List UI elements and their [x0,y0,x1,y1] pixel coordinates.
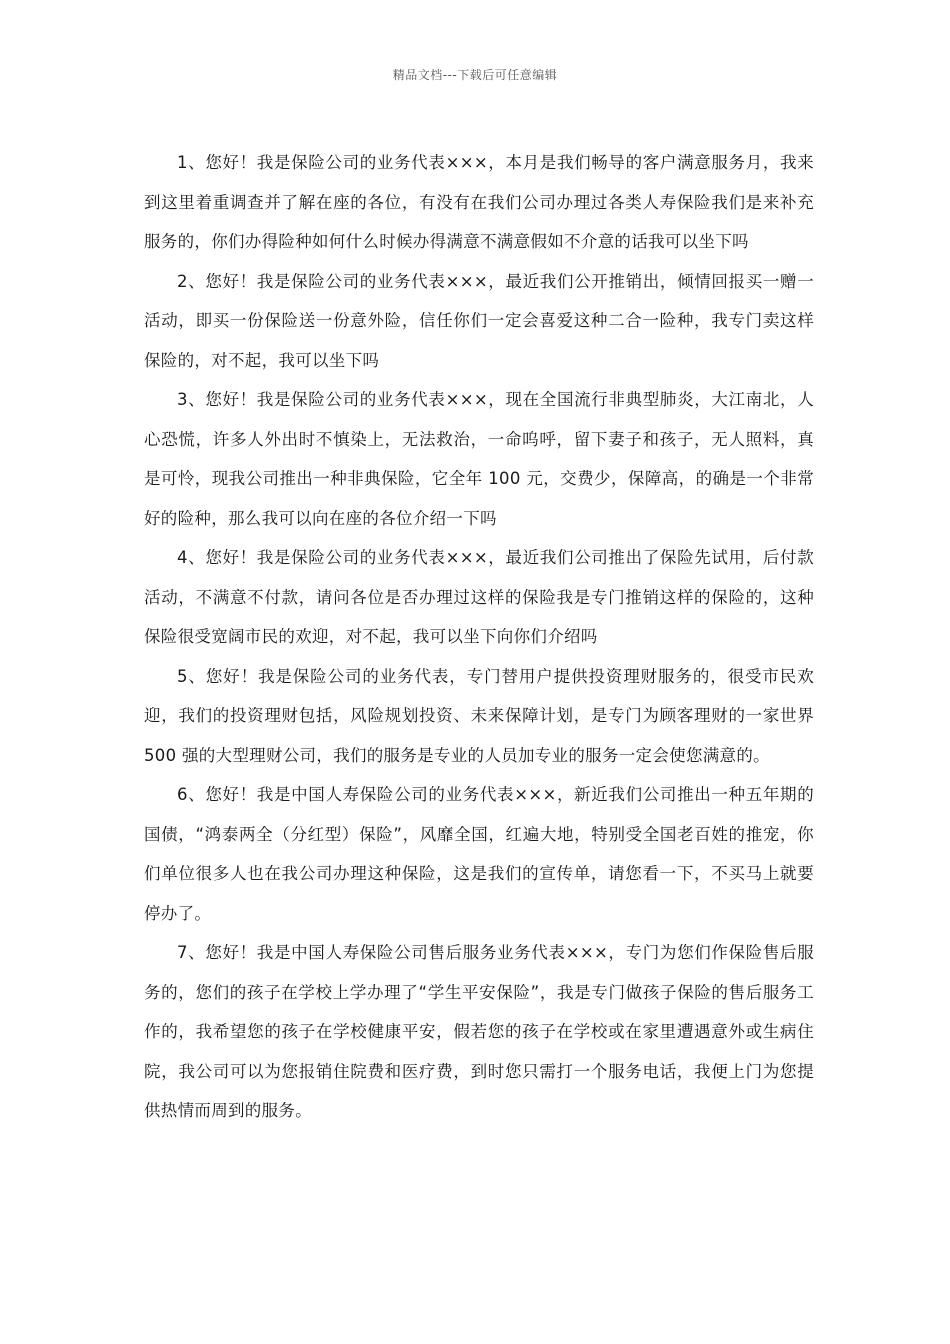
paragraph-3: 3、您好！我是保险公司的业务代表×××，现在全国流行非典型肺炎，大江南北，人心恐慌，许多人外出时不慎染上，无法救治，一命呜呼，留下妻子和孩子，无人照料，真是可怜，现我公司推出一种非典保险，它全年 100 元，交费少，保障高，的确是一个非常好的险种，那么我可以向在座的各位介绍一下吗 [144,390,814,528]
paragraph-6: 6、您好！我是中国人寿保险公司的业务代表×××，新近我们公司推出一种五年期的国债，“鸿泰两全（分红型）保险”，风靡全国，红遍大地，特别受全国老百姓的推宠，你们单位很多人也在我公司办理这种保险，这是我们的宣传单，请您看一下，不买马上就要停办了。 [144,785,814,923]
page-header: 精品文档---下载后可任意编辑 [392,68,558,82]
paragraph-2: 2、您好！我是保险公司的业务代表×××，最近我们公开推销出，倾情回报买一赠一活动，即买一份保险送一份意外险，信任你们一定会喜爱这种二合一险种，我专门卖这样保险的，对不起，我可以坐下吗 [144,271,814,370]
paragraph-5: 5、您好！我是保险公司的业务代表，专门替用户提供投资理财服务的，很受市民欢迎，我们的投资理财包括，风险规划投资、未来保障计划，是专门为顾客理财的一家世界 500 强的大型理财公司，我们的服务是专业的人员加专业的服务一定会使您满意的。 [144,666,814,765]
paragraph-7: 7、您好！我是中国人寿保险公司售后服务业务代表×××，专门为您们作保险售后服务的，您们的孩子在学校上学办理了“学生平安保险”，我是专门做孩子保险的售后服务工作的，我希望您的孩子在学校健康平安，假若您的孩子在学校或在家里遭遇意外或生病住院，我公司可以为您报销住院费和医疗费，到时您只需打一个服务电话，我便上门为您提供热情而周到的服务。 [144,943,814,1120]
paragraph-1: 1、您好！我是保险公司的业务代表×××，本月是我们畅导的客户满意服务月，我来到这里着重调查并了解在座的各位，有没有在我们公司办理过各类人寿保险我们是来补充服务的，你们办得险种如何什么时候办得满意不满意假如不介意的话我可以坐下吗 [144,153,814,251]
document-body [144,143,814,1131]
paragraph-4: 4、您好！我是保险公司的业务代表×××，最近我们公司推出了保险先试用，后付款活动，不满意不付款，请问各位是否办理过这样的保险我是专门推销这样的保险的，这种保险很受宽阔市民的欢迎，对不起，我可以坐下向你们介绍吗 [144,548,814,646]
